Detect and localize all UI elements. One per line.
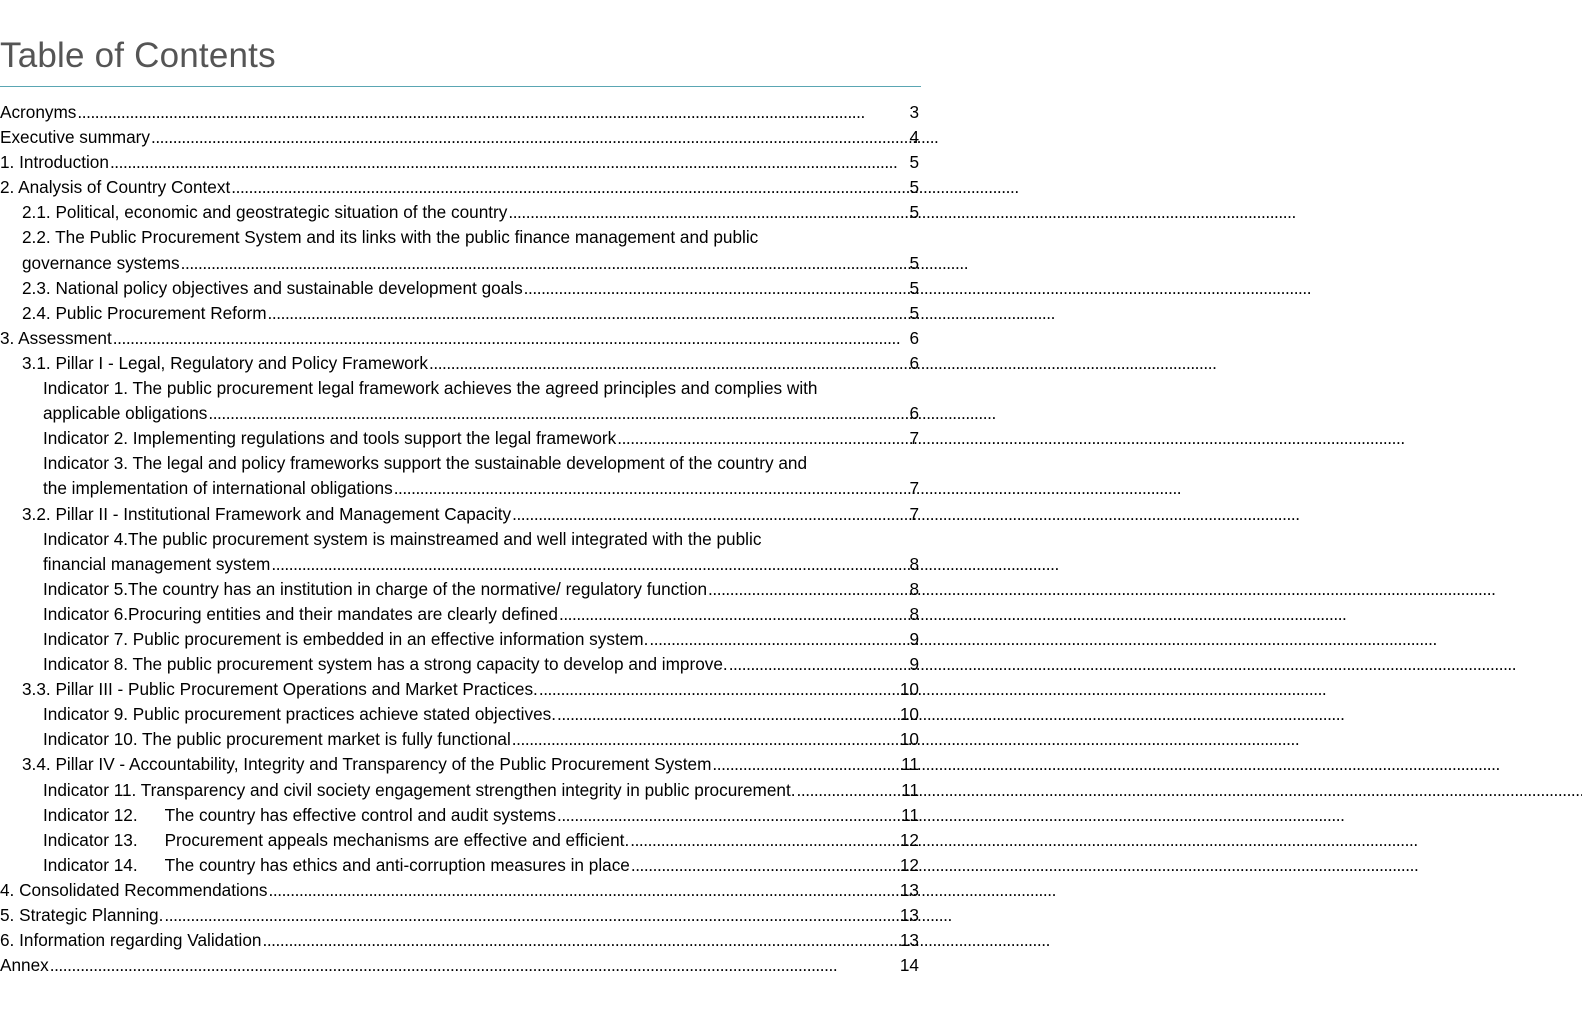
toc-page-number: 8 bbox=[909, 578, 919, 599]
toc-entry-label: Indicator 12. bbox=[43, 804, 138, 825]
toc-entry[interactable] bbox=[0, 778, 919, 803]
toc-page-number: 13 bbox=[899, 905, 919, 925]
toc-entry-title: 4. Consolidated Recommendations bbox=[0, 879, 268, 900]
toc-page-number: 8 bbox=[909, 603, 919, 624]
dot-leader bbox=[617, 426, 908, 451]
toc-page-number: 11 bbox=[901, 779, 919, 800]
toc-entry[interactable] bbox=[0, 953, 919, 978]
dot-leader bbox=[262, 928, 898, 953]
toc-entry-title-line1: Indicator 1. The public procurement legal framework achieves the agreed principles and complies with bbox=[43, 378, 818, 399]
dot-leader bbox=[208, 401, 908, 426]
toc-entry-title: governance systems bbox=[22, 252, 180, 273]
toc-entry-label: Indicator 13. bbox=[43, 829, 138, 850]
dot-leader bbox=[557, 803, 900, 828]
toc-page-number: 14 bbox=[899, 955, 919, 976]
dot-leader bbox=[708, 577, 908, 602]
toc-entry[interactable] bbox=[0, 351, 919, 376]
dot-leader bbox=[508, 200, 908, 225]
toc-page-number: 13 bbox=[899, 879, 919, 900]
dot-leader bbox=[559, 602, 908, 627]
toc-page-number: 5 bbox=[909, 177, 919, 198]
toc-entry-title-line1: Indicator 4.The public procurement system is mainstreamed and well integrated with the public bbox=[43, 528, 762, 549]
toc-entry-title: 3.3. Pillar III - Public Procurement Operations and Market Practices. bbox=[22, 679, 538, 700]
toc-entry-title: 5. Strategic Planning. bbox=[0, 905, 164, 925]
toc-entry-title: 3.2. Pillar II - Institutional Framework and Management Capacity bbox=[22, 503, 512, 524]
dot-leader bbox=[77, 100, 908, 125]
toc-entry-title: Indicator 7. Public procurement is embedded in an effective information system. bbox=[43, 628, 649, 649]
toc-entry-text: The country has effective control and audit systems bbox=[164, 804, 556, 825]
toc-entry[interactable] bbox=[0, 125, 919, 150]
toc-page-number: 4 bbox=[909, 127, 919, 148]
page-title: Table of Contents bbox=[0, 36, 276, 75]
toc-entry-title-line1: 2.2. The Public Procurement System and its links with the public finance management and public bbox=[22, 227, 759, 248]
toc-entry[interactable] bbox=[0, 652, 919, 677]
toc-page-number: 6 bbox=[909, 352, 919, 373]
toc-page-number: 13 bbox=[899, 930, 919, 951]
toc-entry-title: Indicator 11. Transparency and civil society engagement strengthen integrity in public procurement. bbox=[43, 779, 796, 800]
toc-entry[interactable] bbox=[0, 727, 919, 752]
dot-leader bbox=[524, 276, 909, 301]
toc-page-number: 9 bbox=[909, 654, 919, 675]
toc-entry[interactable] bbox=[0, 828, 919, 853]
toc-entry-text: The country has ethics and anti-corruption measures in place bbox=[164, 854, 630, 875]
toc-page-number: 12 bbox=[899, 829, 919, 850]
toc-page-number: 12 bbox=[899, 854, 919, 875]
toc-entry[interactable] bbox=[0, 752, 919, 777]
toc-entry[interactable] bbox=[0, 853, 919, 878]
toc-entry-title: 2. Analysis of Country Context bbox=[0, 177, 231, 198]
toc-page-number: 5 bbox=[909, 277, 919, 298]
toc-page-number: 10 bbox=[899, 679, 919, 700]
dot-leader bbox=[269, 878, 899, 903]
toc-entry-title bbox=[43, 828, 629, 853]
toc-entry[interactable] bbox=[0, 502, 919, 527]
table-of-contents bbox=[0, 100, 919, 978]
toc-entry[interactable] bbox=[0, 376, 919, 426]
toc-entry-title: the implementation of international obligations bbox=[43, 478, 393, 499]
dot-leader bbox=[113, 326, 909, 351]
dot-leader bbox=[394, 476, 909, 501]
toc-entry-title-line1: Indicator 3. The legal and policy frameworks support the sustainable development of the country and bbox=[43, 453, 808, 474]
dot-leader bbox=[797, 778, 901, 803]
title-divider bbox=[0, 86, 921, 87]
toc-entry-title: 3. Assessment bbox=[0, 327, 112, 348]
toc-page-number: 5 bbox=[909, 252, 919, 273]
dot-leader bbox=[512, 502, 908, 527]
toc-entry[interactable] bbox=[0, 225, 919, 275]
toc-page-number: 8 bbox=[909, 553, 919, 574]
toc-entry[interactable] bbox=[0, 577, 919, 602]
dot-leader bbox=[649, 627, 908, 652]
toc-entry-title: Indicator 8. The public procurement system has a strong capacity to develop and improve. bbox=[43, 654, 728, 675]
dot-leader bbox=[110, 150, 909, 175]
toc-entry-title: Indicator 2. Implementing regulations and tools support the legal framework bbox=[43, 428, 617, 449]
toc-page-number: 5 bbox=[909, 202, 919, 223]
toc-page-number: 10 bbox=[899, 729, 919, 750]
toc-entry-title: 3.1. Pillar I - Legal, Regulatory and Policy Framework bbox=[22, 352, 428, 373]
toc-entry[interactable] bbox=[0, 451, 919, 501]
toc-entry[interactable] bbox=[0, 677, 919, 702]
dot-leader bbox=[630, 828, 899, 853]
toc-entry[interactable] bbox=[0, 602, 919, 627]
toc-entry-title: Indicator 10. The public procurement market is fully functional bbox=[43, 729, 511, 750]
toc-entry[interactable] bbox=[0, 200, 919, 225]
toc-entry[interactable] bbox=[0, 100, 919, 125]
dot-leader bbox=[712, 752, 900, 777]
toc-entry[interactable] bbox=[0, 878, 919, 903]
toc-entry-label: Indicator 14. bbox=[43, 854, 138, 875]
dot-leader bbox=[231, 175, 908, 200]
dot-leader bbox=[729, 652, 909, 677]
toc-page-number: 7 bbox=[909, 503, 919, 524]
dot-leader bbox=[429, 351, 908, 376]
toc-entry-title: 3.4. Pillar IV - Accountability, Integrity and Transparency of the Public Procurement System bbox=[22, 754, 712, 775]
toc-page-number: 6 bbox=[909, 403, 919, 424]
toc-page-number: 10 bbox=[899, 704, 919, 725]
toc-entry-title: Executive summary bbox=[0, 127, 150, 148]
toc-entry[interactable] bbox=[0, 702, 919, 727]
toc-entry-title: Indicator 5.The country has an institution in charge of the normative/ regulatory function bbox=[43, 578, 708, 599]
dot-leader bbox=[50, 953, 899, 978]
dot-leader bbox=[268, 301, 909, 326]
toc-entry-title: Acronyms bbox=[0, 102, 77, 122]
toc-page-number: 11 bbox=[901, 804, 919, 825]
toc-entry-title: applicable obligations bbox=[43, 403, 208, 424]
toc-page-number: 6 bbox=[909, 327, 919, 348]
toc-entry-title: 1. Introduction bbox=[0, 152, 109, 173]
toc-entry-title: 2.4. Public Procurement Reform bbox=[22, 302, 267, 323]
toc-page-number: 3 bbox=[909, 102, 919, 122]
toc-page-number: 7 bbox=[909, 428, 919, 449]
toc-entry-title bbox=[43, 853, 630, 878]
toc-entry-title: Annex bbox=[0, 955, 49, 976]
dot-leader bbox=[557, 702, 899, 727]
toc-entry-title: Indicator 9. Public procurement practices achieve stated objectives. bbox=[43, 704, 557, 725]
dot-leader bbox=[271, 552, 908, 577]
toc-entry[interactable] bbox=[0, 627, 919, 652]
toc-entry[interactable] bbox=[0, 928, 919, 953]
toc-page-number: 7 bbox=[909, 478, 919, 499]
toc-entry[interactable] bbox=[0, 301, 919, 326]
toc-entry[interactable] bbox=[0, 527, 919, 577]
toc-entry-title: 6. Information regarding Validation bbox=[0, 930, 262, 951]
dot-leader bbox=[631, 853, 899, 878]
toc-entry-title: Indicator 6.Procuring entities and their mandates are clearly defined bbox=[43, 603, 558, 624]
toc-entry[interactable] bbox=[0, 426, 919, 451]
dot-leader bbox=[181, 251, 909, 276]
toc-entry[interactable] bbox=[0, 903, 919, 928]
toc-page-number: 5 bbox=[909, 152, 919, 173]
toc-entry-title bbox=[43, 803, 556, 828]
toc-entry[interactable] bbox=[0, 326, 919, 351]
toc-entry-title: 2.1. Political, economic and geostrategic situation of the country bbox=[22, 202, 508, 223]
toc-entry-title: 2.3. National policy objectives and sustainable development goals bbox=[22, 277, 523, 298]
toc-entry[interactable] bbox=[0, 150, 919, 175]
toc-entry[interactable] bbox=[0, 276, 919, 301]
dot-leader bbox=[164, 903, 898, 928]
toc-entry-title: financial management system bbox=[43, 553, 271, 574]
toc-entry-text: Procurement appeals mechanisms are effective and efficient. bbox=[164, 829, 630, 850]
toc-entry[interactable] bbox=[0, 803, 919, 828]
dot-leader bbox=[539, 677, 899, 702]
toc-entry[interactable] bbox=[0, 175, 919, 200]
dot-leader bbox=[512, 727, 899, 752]
toc-page-number: 11 bbox=[901, 754, 919, 775]
toc-page-number: 5 bbox=[909, 302, 919, 323]
dot-leader bbox=[151, 125, 908, 150]
toc-page-number: 9 bbox=[909, 628, 919, 649]
